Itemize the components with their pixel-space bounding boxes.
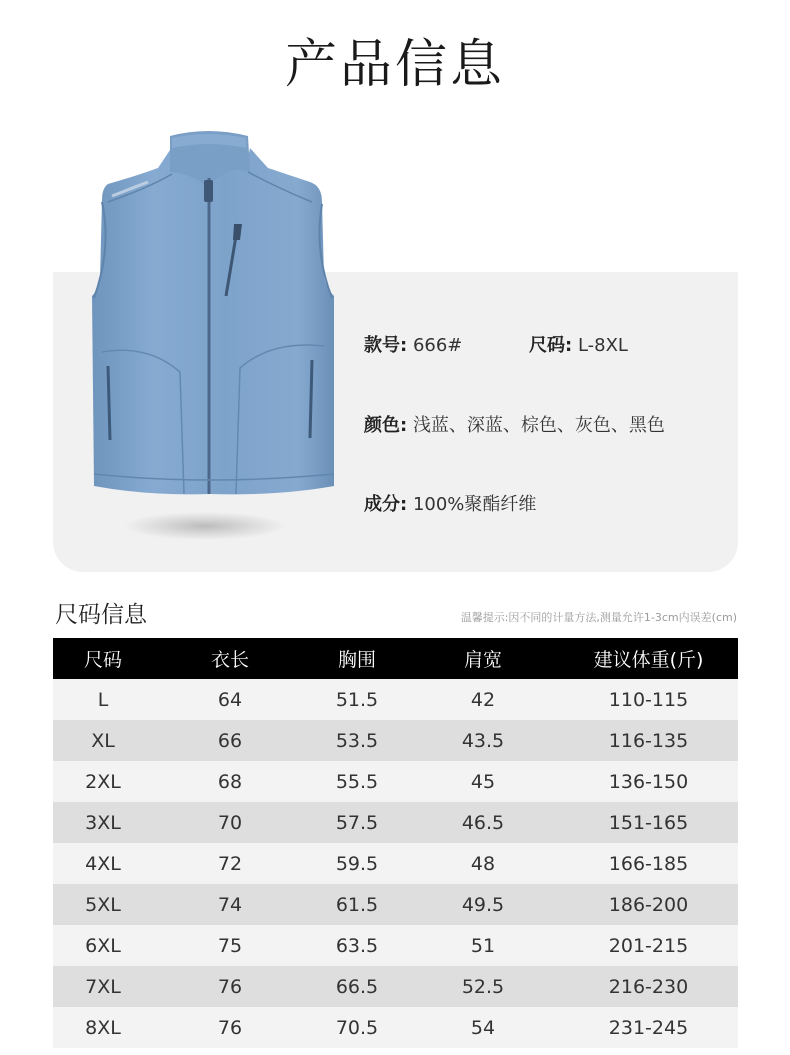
cell-size: 4XL [53, 843, 153, 884]
cell-size: 8XL [53, 1007, 153, 1048]
table-row [53, 884, 738, 925]
cell-chest: 51.5 [307, 679, 407, 720]
cell-chest: 61.5 [307, 884, 407, 925]
cell-size: 5XL [53, 884, 153, 925]
cell-chest: 53.5 [307, 720, 407, 761]
cell-length: 76 [153, 966, 307, 1007]
column-header-chest: 胸围 [307, 638, 407, 679]
material-value: 100%聚酯纤维 [412, 494, 537, 515]
vest-product-image [88, 128, 338, 500]
size-range-label: 尺码: [529, 335, 573, 356]
cell-weight: 231-245 [559, 1007, 738, 1048]
column-header-weight: 建议体重(斤) [559, 638, 738, 679]
material-label: 成分: [364, 494, 408, 515]
table-row [53, 843, 738, 884]
cell-weight: 166-185 [559, 843, 738, 884]
cell-weight: 110-115 [559, 679, 738, 720]
cell-length: 74 [153, 884, 307, 925]
cell-weight: 151-165 [559, 802, 738, 843]
size-chart-table [53, 638, 738, 1048]
table-row [53, 761, 738, 802]
color-row [364, 411, 665, 437]
size-chart-heading: 尺码信息 [55, 602, 147, 628]
cell-size: 6XL [53, 925, 153, 966]
cell-length: 72 [153, 843, 307, 884]
cell-shoulder: 48 [407, 843, 559, 884]
cell-size: 7XL [53, 966, 153, 1007]
column-header-length: 衣长 [153, 638, 307, 679]
style-number-row [364, 331, 462, 357]
table-row [53, 966, 738, 1007]
size-range-value: L-8XL [577, 335, 628, 356]
cell-chest: 63.5 [307, 925, 407, 966]
cell-weight: 116-135 [559, 720, 738, 761]
cell-length: 64 [153, 679, 307, 720]
cell-chest: 66.5 [307, 966, 407, 1007]
cell-size: 2XL [53, 761, 153, 802]
cell-shoulder: 46.5 [407, 802, 559, 843]
product-shadow [125, 512, 285, 540]
cell-weight: 186-200 [559, 884, 738, 925]
cell-chest: 59.5 [307, 843, 407, 884]
table-row [53, 1007, 738, 1048]
cell-chest: 57.5 [307, 802, 407, 843]
cell-length: 68 [153, 761, 307, 802]
cell-shoulder: 43.5 [407, 720, 559, 761]
cell-shoulder: 45 [407, 761, 559, 802]
column-header-size: 尺码 [53, 638, 153, 679]
cell-size: XL [53, 720, 153, 761]
color-label: 颜色: [364, 415, 408, 436]
cell-length: 66 [153, 720, 307, 761]
cell-size: L [53, 679, 153, 720]
cell-shoulder: 42 [407, 679, 559, 720]
table-row [53, 720, 738, 761]
cell-shoulder: 49.5 [407, 884, 559, 925]
style-number-value: 666# [412, 335, 463, 356]
cell-shoulder: 52.5 [407, 966, 559, 1007]
column-header-shoulder: 肩宽 [407, 638, 559, 679]
cell-weight: 216-230 [559, 966, 738, 1007]
cell-chest: 70.5 [307, 1007, 407, 1048]
cell-size: 3XL [53, 802, 153, 843]
size-chart-header-row [53, 638, 738, 679]
cell-weight: 136-150 [559, 761, 738, 802]
table-row [53, 802, 738, 843]
table-row [53, 679, 738, 720]
material-row [364, 490, 536, 516]
cell-length: 75 [153, 925, 307, 966]
cell-shoulder: 51 [407, 925, 559, 966]
cell-shoulder: 54 [407, 1007, 559, 1048]
cell-weight: 201-215 [559, 925, 738, 966]
page-title: 产品信息 [284, 35, 505, 95]
color-value: 浅蓝、深蓝、棕色、灰色、黑色 [412, 415, 665, 436]
cell-length: 76 [153, 1007, 307, 1048]
cell-length: 70 [153, 802, 307, 843]
size-range-row [529, 331, 628, 357]
cell-chest: 55.5 [307, 761, 407, 802]
style-number-label: 款号: [364, 335, 408, 356]
size-chart-note: 温馨提示:因不同的计量方法,测量允许1-3cm内误差(cm) [460, 611, 737, 624]
table-row [53, 925, 738, 966]
